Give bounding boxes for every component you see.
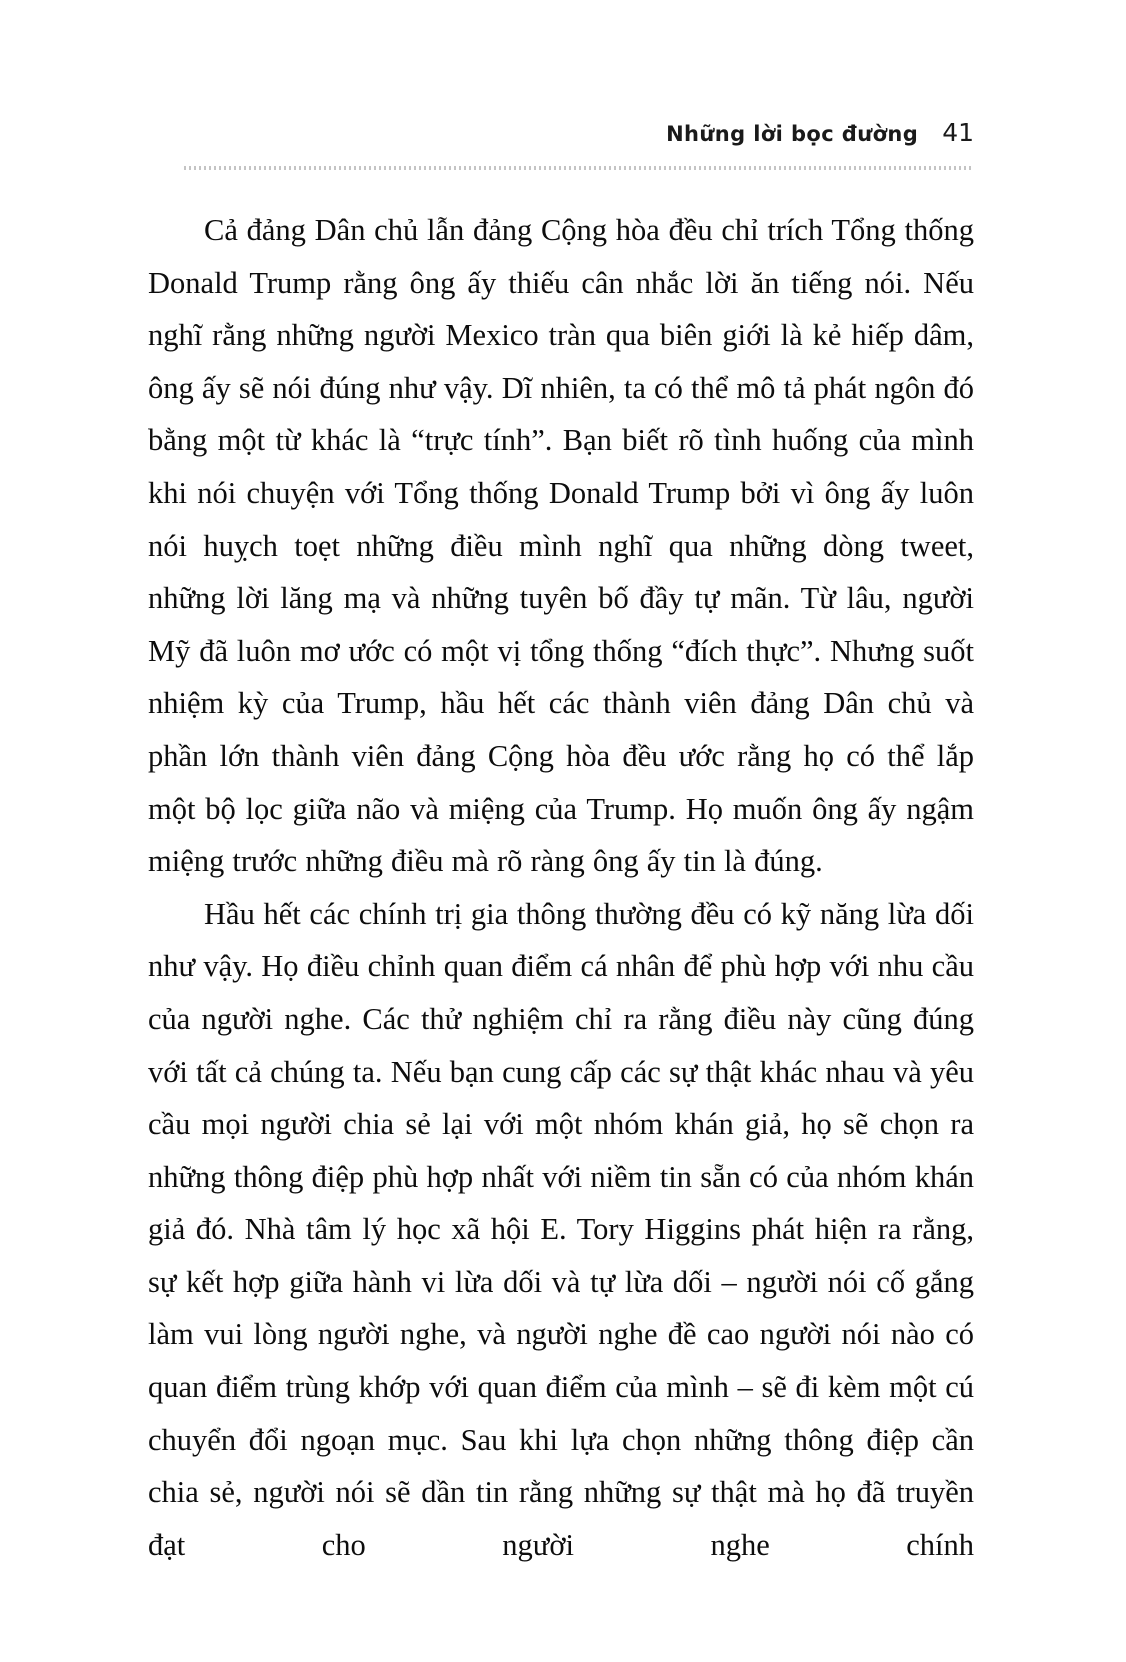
running-head: [152, 118, 974, 147]
page-number: 41: [942, 118, 974, 147]
paragraph: Cả đảng Dân chủ lẫn đảng Cộng hòa đều chỉ trích Tổng thống Donald Trump rằng ông ấy thiếu cân nhắc lời ăn tiếng nói. Nếu nghĩ rằng những người Mexico tràn qua biên giới là kẻ hiếp dâm, ông ấy sẽ nói đúng như vậy. Dĩ nhiên, ta có thể mô tả phát ngôn đó bằng một từ khác là “trực tính”. Bạn biết rõ tình huống của mình khi nói chuyện với Tổng thống Donald Trump bởi vì ông ấy luôn nói huỵch toẹt những điều mình nghĩ qua những dòng tweet, những lời lăng mạ và những tuyên bố đầy tự mãn. Từ lâu, người Mỹ đã luôn mơ ước có một vị tổng thống “đích thực”. Nhưng suốt nhiệm kỳ của Trump, hầu hết các thành viên đảng Dân chủ và phần lớn thành viên đảng Cộng hòa đều ước rằng họ có thể lắp một bộ lọc giữa não và miệng của Trump. Họ muốn ông ấy ngậm miệng trước những điều mà rõ ràng ông ấy tin là đúng.: [148, 213, 974, 879]
paragraph: Hầu hết các chính trị gia thông thường đều có kỹ năng lừa dối như vậy. Họ điều chỉnh quan điểm cá nhân để phù hợp với nhu cầu của người nghe. Các thử nghiệm chỉ ra rằng điều này cũng đúng với tất cả chúng ta. Nếu bạn cung cấp các sự thật khác nhau và yêu cầu mọi người chia sẻ lại với một nhóm khán giả, họ sẽ chọn ra những thông điệp phù hợp nhất với niềm tin sẵn có của nhóm khán giả đó. Nhà tâm lý học xã hội E. Tory Higgins phát hiện ra rằng, sự kết hợp giữa hành vi lừa dối và tự lừa dối – người nói cố gắng làm vui lòng người nghe, và người nghe đề cao người nói nào có quan điểm trùng khớp với quan điểm của mình – sẽ đi kèm một cú chuyển đổi ngoạn mục. Sau khi lựa chọn những thông điệp cần chia sẻ, người nói sẽ dần tin rằng những sự thật mà họ đã truyền đạt cho người nghe chính: [148, 896, 974, 1562]
header-divider: [184, 166, 974, 170]
running-head-title: Những lời bọc đường: [666, 122, 919, 146]
body-text: [148, 204, 974, 1571]
